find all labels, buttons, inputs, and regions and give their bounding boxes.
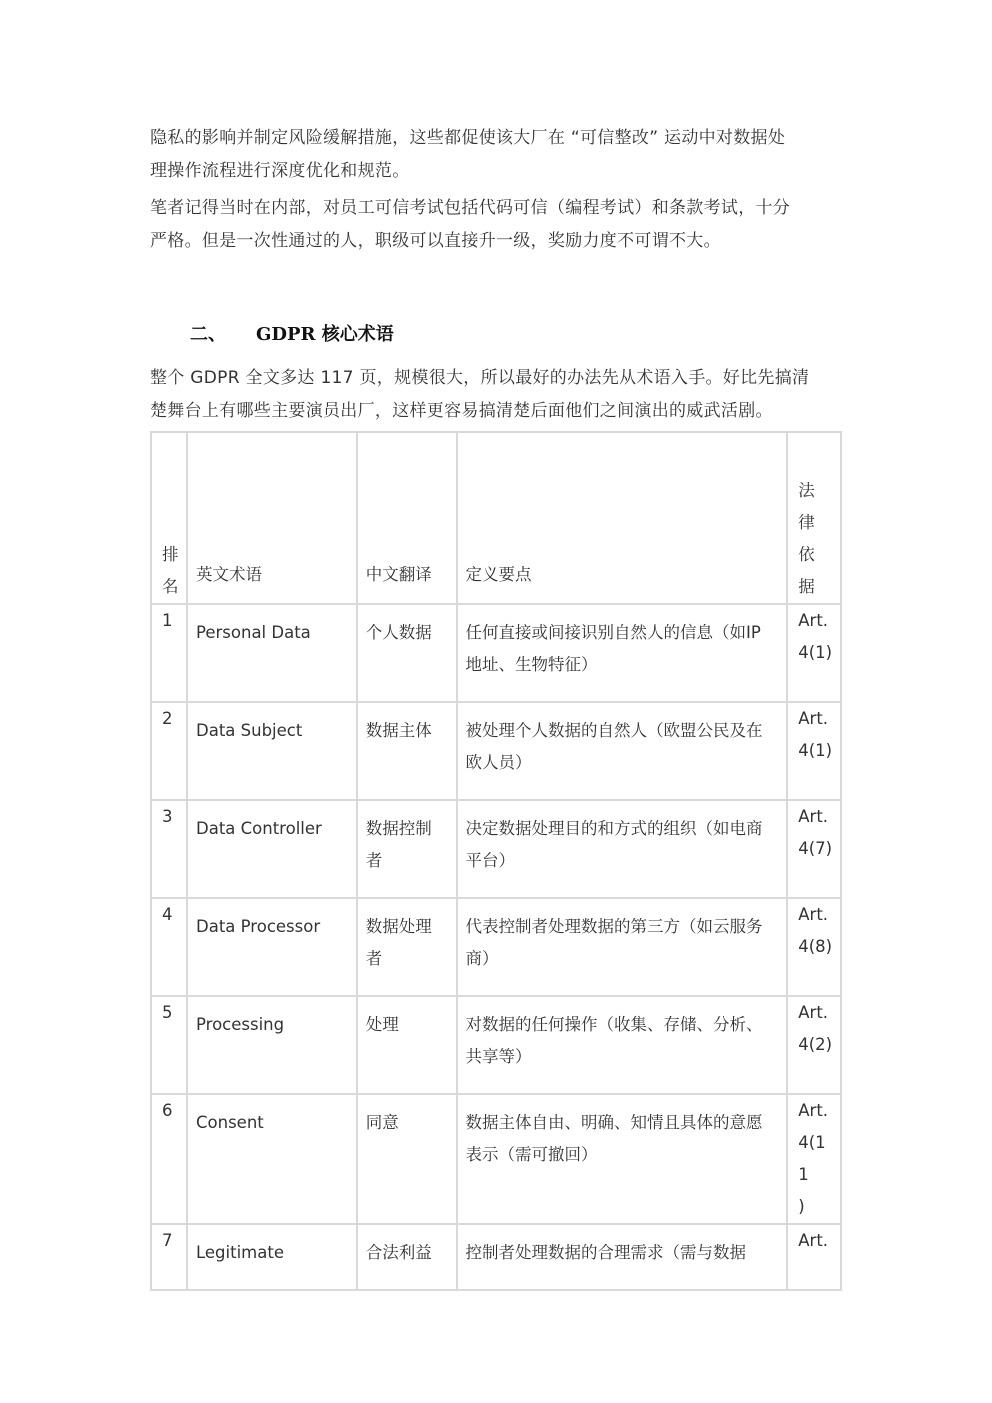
cell-definition: 被处理个人数据的自然人（欧盟公民及在欧人员）: [457, 702, 788, 800]
cell-law: [787, 898, 841, 996]
cell-law-line: Art.: [798, 905, 829, 924]
cell-definition: 代表控制者处理数据的第三方（如云服务商）: [457, 898, 788, 996]
cell-chinese: 数据控制者: [357, 800, 457, 898]
cell-law-line: 4(2): [798, 1035, 833, 1054]
header-law: [787, 432, 841, 604]
header-rank-char: 排: [162, 545, 179, 564]
cell-law: [787, 702, 841, 800]
section-heading: [190, 318, 394, 352]
cell-law-line: 4(8): [798, 937, 833, 956]
cell-chinese: 同意: [357, 1094, 457, 1224]
cell-rank: 2: [151, 702, 187, 800]
cell-rank: 3: [151, 800, 187, 898]
cell-rank: 6: [151, 1094, 187, 1224]
cell-english: Legitimate: [187, 1224, 357, 1290]
table-row: [151, 702, 841, 800]
header-rank: [151, 432, 187, 604]
header-law-char: 法: [798, 481, 815, 500]
terms-table: [150, 431, 842, 1291]
paragraph-line: 理操作流程进行深度优化和规范。: [150, 161, 410, 181]
paragraph-line: 隐私的影响并制定风险缓解措施，这些都促使该大厂在 “可信整改” 运动中对数据处: [150, 128, 786, 148]
cell-law: [787, 996, 841, 1094]
cell-definition: 控制者处理数据的合理需求（需与数据: [457, 1224, 788, 1290]
paragraph-line: 整个 GDPR 全文多达 117 页，规模很大，所以最好的办法先从术语入手。好比先搞清: [150, 368, 810, 388]
table-row: [151, 604, 841, 702]
section-number: 二、: [190, 324, 226, 345]
header-law-char: 据: [798, 577, 815, 596]
cell-rank: 7: [151, 1224, 187, 1290]
cell-law-line: Art.: [798, 1003, 829, 1022]
cell-definition: 任何直接或间接识别自然人的信息（如IP 地址、生物特征）: [457, 604, 788, 702]
cell-law-line: Art.: [798, 709, 829, 728]
header-chinese: 中文翻译: [357, 432, 457, 604]
cell-law-line: Art.: [798, 807, 829, 826]
cell-definition: 数据主体自由、明确、知情且具体的意愿表示（需可撤回）: [457, 1094, 788, 1224]
paragraph-1: [150, 122, 850, 188]
header-rank-char: 名: [162, 577, 179, 596]
cell-rank: 1: [151, 604, 187, 702]
header-english: 英文术语: [187, 432, 357, 604]
cell-law-line: Art.: [798, 611, 829, 630]
paragraph-line: 笔者记得当时在内部，对员工可信考试包括代码可信（编程考试）和条款考试，十分: [150, 198, 791, 218]
cell-english: Data Processor: [187, 898, 357, 996]
cell-chinese: 合法利益: [357, 1224, 457, 1290]
cell-law-line: 4(1): [798, 741, 833, 760]
cell-rank: 5: [151, 996, 187, 1094]
cell-rank: 4: [151, 898, 187, 996]
section-title: GDPR 核心术语: [256, 324, 394, 345]
cell-english: Data Controller: [187, 800, 357, 898]
intro-paragraph: [150, 362, 850, 428]
cell-english: Consent: [187, 1094, 357, 1224]
cell-law-line: 4(11: [798, 1133, 826, 1184]
cell-chinese: 个人数据: [357, 604, 457, 702]
cell-law: [787, 1094, 841, 1224]
table-row: [151, 1224, 841, 1290]
table-row: [151, 800, 841, 898]
table-row: [151, 1094, 841, 1224]
cell-english: Processing: [187, 996, 357, 1094]
header-law-char: 律: [798, 513, 815, 532]
cell-law-line: Art.: [798, 1231, 829, 1250]
cell-english: Personal Data: [187, 604, 357, 702]
cell-chinese: 处理: [357, 996, 457, 1094]
header-law-char: 依: [798, 545, 815, 564]
cell-chinese: 数据主体: [357, 702, 457, 800]
paragraph-line: 楚舞台上有哪些主要演员出厂，这样更容易搞清楚后面他们之间演出的威武活剧。: [150, 401, 773, 421]
cell-law-line: ): [798, 1197, 805, 1216]
table-header-row: [151, 432, 841, 604]
cell-english: Data Subject: [187, 702, 357, 800]
cell-law-line: 4(1): [798, 643, 833, 662]
cell-law: [787, 604, 841, 702]
table-row: [151, 996, 841, 1094]
cell-law: [787, 1224, 841, 1290]
cell-law-line: Art.: [798, 1101, 829, 1120]
cell-definition: 对数据的任何操作（收集、存储、分析、共享等）: [457, 996, 788, 1094]
cell-chinese: 数据处理者: [357, 898, 457, 996]
cell-law-line: 4(7): [798, 839, 833, 858]
paragraph-line: 严格。但是一次性通过的人，职级可以直接升一级，奖励力度不可谓不大。: [150, 231, 721, 251]
cell-law: [787, 800, 841, 898]
cell-definition: 决定数据处理目的和方式的组织（如电商平台）: [457, 800, 788, 898]
header-definition: 定义要点: [457, 432, 788, 604]
table-row: [151, 898, 841, 996]
paragraph-2: [150, 192, 850, 258]
